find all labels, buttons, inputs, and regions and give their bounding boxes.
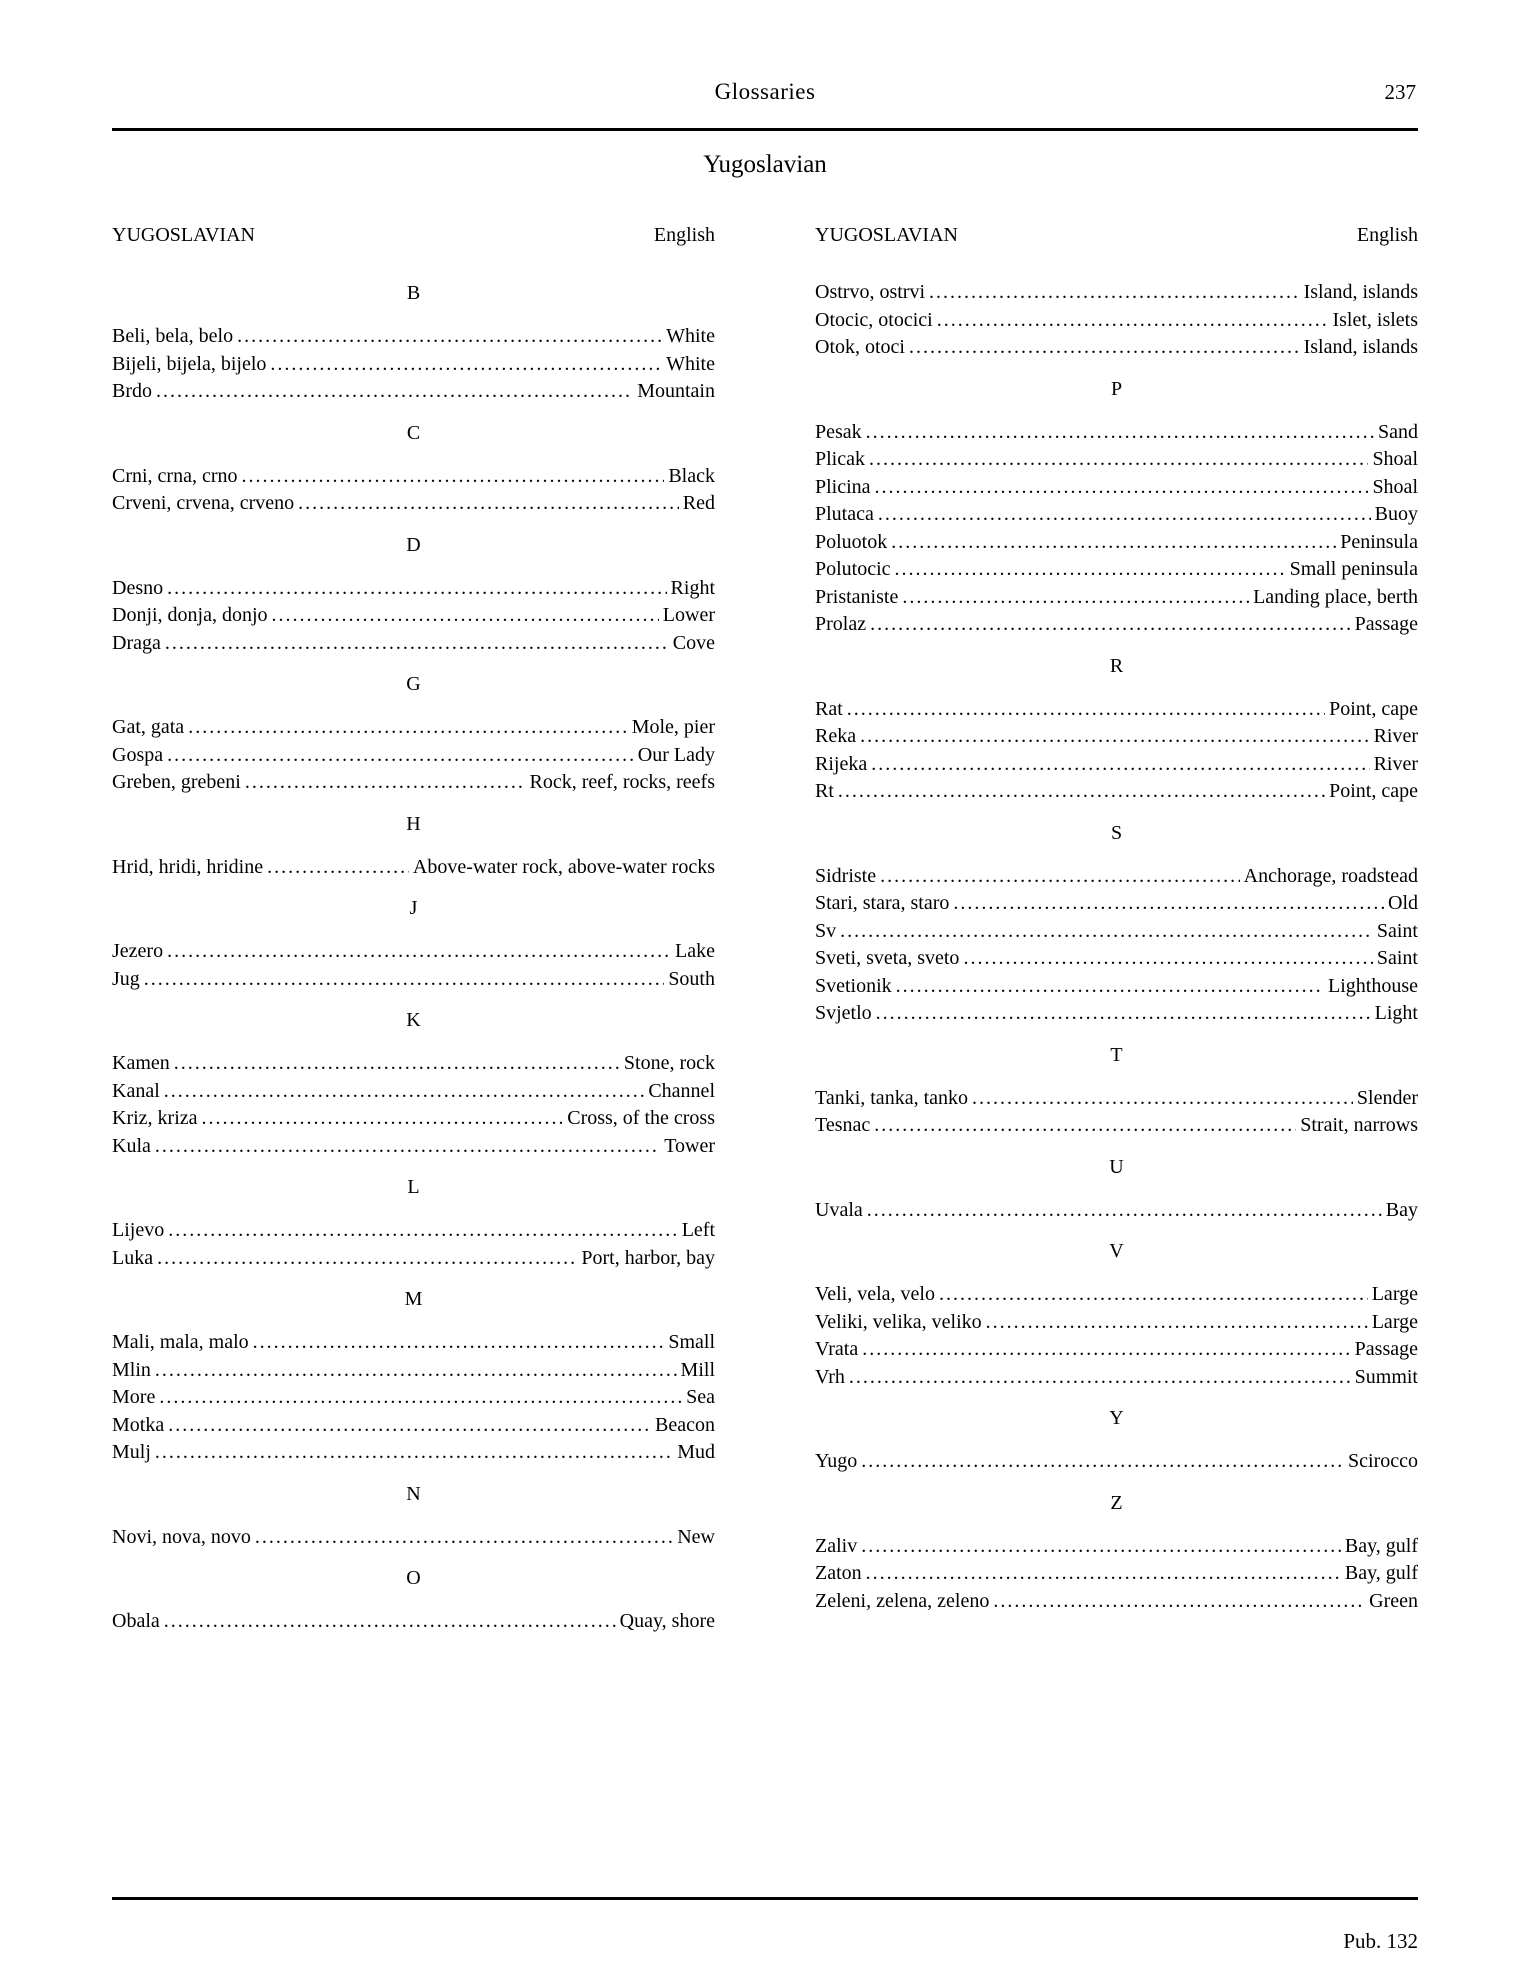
glossary-entry xyxy=(815,474,1418,502)
entry-term: Kula xyxy=(112,1134,151,1157)
dot-leader xyxy=(840,918,1373,946)
entry-term: Desno xyxy=(112,576,164,599)
entry-term: Rt xyxy=(815,780,834,802)
entry-term: Draga xyxy=(112,631,161,654)
glossary-entry xyxy=(815,1000,1418,1028)
entry-term: Motka xyxy=(112,1413,165,1436)
dot-leader xyxy=(270,351,662,379)
glossary-entry xyxy=(112,323,715,351)
entry-translation: Green xyxy=(1369,1589,1418,1612)
glossary-columns xyxy=(112,222,1418,1636)
entry-translation: Stone, rock xyxy=(623,1052,715,1074)
header-rule xyxy=(112,128,1418,131)
entry-term: Sveti, sveta, sveto xyxy=(815,947,960,969)
entry-translation: Tower xyxy=(664,1134,715,1157)
dot-leader xyxy=(866,1560,1341,1588)
entry-translation: Point, cape xyxy=(1329,780,1418,802)
entry-translation: River xyxy=(1373,752,1418,775)
entry-translation: Landing place, berth xyxy=(1253,585,1418,608)
glossary-entry xyxy=(112,966,715,994)
glossary-entry xyxy=(815,863,1418,891)
dot-leader xyxy=(838,778,1325,806)
footer-rule xyxy=(112,1897,1418,1900)
glossary-entry xyxy=(815,446,1418,474)
glossary-entry xyxy=(815,1085,1418,1113)
glossary-entry xyxy=(112,351,715,379)
dot-leader xyxy=(159,1384,682,1412)
running-footer xyxy=(1343,1928,1418,1954)
glossary-entry xyxy=(815,973,1418,1001)
dot-leader xyxy=(165,630,669,658)
entry-translation: Summit xyxy=(1354,1365,1418,1388)
entry-term: Pristaniste xyxy=(815,585,899,608)
glossary-entry xyxy=(112,769,715,797)
entry-translation: Bay, gulf xyxy=(1344,1534,1418,1557)
dot-leader xyxy=(909,334,1300,362)
column-header-yugoslavian: YUGOSLAVIAN xyxy=(112,224,255,246)
entry-translation: South xyxy=(668,967,715,990)
entry-translation: Large xyxy=(1371,1310,1418,1333)
entry-translation: Lake xyxy=(675,940,715,962)
glossary-entry xyxy=(112,1357,715,1385)
dot-leader xyxy=(245,769,526,797)
dot-leader xyxy=(993,1588,1365,1616)
dot-leader xyxy=(156,378,633,406)
dot-leader xyxy=(895,556,1286,584)
glossary-entry xyxy=(815,918,1418,946)
section-letter-g: G xyxy=(406,673,421,695)
section-letter-r: R xyxy=(1109,654,1124,677)
dot-leader xyxy=(849,1364,1351,1392)
glossary-entry xyxy=(112,575,715,603)
entry-translation: Buoy xyxy=(1374,503,1418,525)
entry-translation: Peninsula xyxy=(1340,530,1418,553)
entry-translation: Lighthouse xyxy=(1328,974,1418,997)
glossary-language-title: Yugoslavian xyxy=(703,151,827,178)
entry-term: Sidriste xyxy=(815,864,877,887)
dot-leader xyxy=(929,279,1300,307)
glossary-entry xyxy=(815,279,1418,307)
entry-term: Pesak xyxy=(815,420,862,443)
glossary-entry xyxy=(815,501,1418,529)
glossary-entry xyxy=(815,334,1418,362)
glossary-entry xyxy=(112,463,715,491)
section-letter-z: Z xyxy=(1110,1491,1123,1514)
entry-term: Gat, gata xyxy=(112,716,185,738)
entry-term: Otocic, otocici xyxy=(815,308,933,331)
glossary-entry xyxy=(815,945,1418,973)
glossary-entry xyxy=(815,778,1418,806)
entry-term: Polutocic xyxy=(815,558,891,580)
entry-translation: Our Lady xyxy=(637,743,715,766)
glossary-column-1 xyxy=(112,222,715,1636)
entry-term: Jug xyxy=(112,967,140,990)
glossary-entry xyxy=(815,1364,1418,1392)
entry-translation: Bay, gulf xyxy=(1344,1562,1418,1584)
dot-leader xyxy=(167,938,671,966)
entry-translation: Anchorage, roadstead xyxy=(1243,864,1418,887)
section-letter-u: U xyxy=(1109,1155,1124,1178)
glossary-entry xyxy=(112,742,715,770)
entry-translation: Point, cape xyxy=(1329,697,1418,720)
entry-term: Plicak xyxy=(815,448,865,470)
dot-leader xyxy=(876,1000,1371,1028)
section-letter-p: P xyxy=(1110,377,1123,400)
entry-term: Vrh xyxy=(815,1365,845,1388)
entry-translation: Cove xyxy=(672,631,715,654)
glossary-entry xyxy=(112,602,715,630)
publication-label: Pub. 132 xyxy=(1343,1929,1418,1953)
dot-leader xyxy=(869,446,1368,474)
entry-translation: Mountain xyxy=(637,380,715,402)
glossary-entry xyxy=(815,556,1418,584)
entry-term: Mulj xyxy=(112,1441,151,1463)
dot-leader xyxy=(937,307,1329,335)
glossary-entry xyxy=(112,1217,715,1245)
dot-leader xyxy=(237,323,662,351)
entry-term: Plutaca xyxy=(815,503,874,525)
section-letter-o: O xyxy=(406,1567,421,1589)
column-header-english: English xyxy=(653,224,715,246)
glossary-entry xyxy=(815,696,1418,724)
dot-leader xyxy=(155,1133,660,1161)
entry-term: Tanki, tanka, tanko xyxy=(815,1086,968,1109)
dot-leader xyxy=(896,973,1324,1001)
entry-translation: Bay xyxy=(1385,1198,1418,1221)
entry-term: Stari, stara, staro xyxy=(815,892,950,914)
dot-leader xyxy=(972,1085,1353,1113)
entry-translation: Left xyxy=(681,1219,715,1241)
entry-term: Mali, mala, malo xyxy=(112,1331,249,1353)
column-headers xyxy=(815,222,1418,249)
entry-translation: Scirocco xyxy=(1348,1450,1418,1472)
dot-leader xyxy=(174,1050,620,1078)
glossary-entry xyxy=(815,1309,1418,1337)
entry-term: Brdo xyxy=(112,380,152,402)
glossary-entry xyxy=(112,1608,715,1636)
section-letter-d: D xyxy=(406,533,421,556)
entry-translation: Port, harbor, bay xyxy=(581,1246,715,1269)
glossary-entry xyxy=(815,723,1418,751)
entry-translation: River xyxy=(1373,725,1418,747)
entry-translation: Old xyxy=(1388,892,1418,914)
dot-leader xyxy=(963,945,1372,973)
glossary-entry xyxy=(815,1281,1418,1309)
glossary-entry xyxy=(815,584,1418,612)
dot-leader xyxy=(167,575,666,603)
entry-translation: Right xyxy=(670,576,715,599)
glossary-entry xyxy=(112,490,715,518)
dot-leader xyxy=(298,490,679,518)
entry-term: Hrid, hridi, hridine xyxy=(112,855,264,878)
section-letter-y: Y xyxy=(1109,1407,1124,1429)
entry-translation: Red xyxy=(682,492,715,514)
entry-translation: Islet, islets xyxy=(1332,308,1418,331)
dot-leader xyxy=(891,529,1336,557)
glossary-entry xyxy=(815,1560,1418,1588)
dot-leader xyxy=(871,751,1369,779)
entry-translation: Lower xyxy=(662,604,715,626)
dot-leader xyxy=(157,1245,577,1273)
entry-translation: Beacon xyxy=(655,1413,715,1436)
section-letter-s: S xyxy=(1110,821,1123,844)
entry-term: Beli, bela, belo xyxy=(112,325,234,347)
entry-term: Crni, crna, crno xyxy=(112,464,238,487)
glossary-entry xyxy=(112,938,715,966)
page-number: 237 xyxy=(1384,80,1416,104)
entry-term: Poluotok xyxy=(815,530,888,553)
glossary-column-2 xyxy=(815,222,1418,1636)
entry-translation: Slender xyxy=(1356,1086,1418,1109)
entry-translation: Mole, pier xyxy=(631,716,715,738)
entry-term: Zaliv xyxy=(815,1534,858,1557)
entry-translation: Island, islands xyxy=(1303,336,1418,358)
section-letter-k: K xyxy=(406,1009,421,1031)
entry-translation: Above-water rock, above-water rocks xyxy=(412,855,715,878)
section-letter-n: N xyxy=(406,1482,421,1505)
entry-term: Donji, donja, donjo xyxy=(112,604,268,626)
entry-term: Sv xyxy=(815,919,837,942)
entry-term: Bijeli, bijela, bijelo xyxy=(112,352,267,375)
dot-leader xyxy=(168,1217,677,1245)
entry-term: More xyxy=(112,1386,156,1408)
glossary-entry xyxy=(815,1588,1418,1616)
dot-leader xyxy=(847,696,1325,724)
entry-term: Svjetlo xyxy=(815,1002,872,1024)
entry-term: Plicina xyxy=(815,475,871,498)
entry-translation: Sea xyxy=(686,1386,715,1408)
glossary-entry xyxy=(815,1197,1418,1225)
entry-term: Obala xyxy=(112,1610,160,1632)
glossary-entry xyxy=(112,714,715,742)
dot-leader xyxy=(202,1105,564,1133)
glossary-entry xyxy=(112,630,715,658)
entry-translation: Channel xyxy=(648,1079,715,1102)
entry-translation: Cross, of the cross xyxy=(567,1107,715,1129)
entry-term: Kamen xyxy=(112,1052,170,1074)
dot-leader xyxy=(253,1329,665,1357)
glossary-entry xyxy=(112,854,715,882)
section-letter-t: T xyxy=(1110,1043,1123,1066)
dot-leader xyxy=(860,723,1369,751)
section-letter-v: V xyxy=(1109,1240,1124,1262)
section-letter-c: C xyxy=(406,421,421,444)
dot-leader xyxy=(272,602,659,630)
glossary-entry xyxy=(815,307,1418,335)
glossary-entry xyxy=(112,1329,715,1357)
entry-term: Jezero xyxy=(112,940,164,962)
entry-term: Zaton xyxy=(815,1562,862,1584)
dot-leader xyxy=(953,890,1384,918)
dot-leader xyxy=(144,966,665,994)
glossary-entry xyxy=(815,419,1418,447)
entry-translation: Black xyxy=(668,464,715,487)
dot-leader xyxy=(939,1281,1368,1309)
entry-translation: Saint xyxy=(1376,919,1418,942)
section-letter-l: L xyxy=(407,1176,420,1198)
dot-leader xyxy=(255,1524,673,1552)
entry-translation: Island, islands xyxy=(1303,281,1418,303)
entry-term: Svetionik xyxy=(815,974,892,997)
entry-term: Greben, grebeni xyxy=(112,771,241,793)
glossary-entry xyxy=(112,1524,715,1552)
dot-leader xyxy=(267,854,409,882)
entry-term: Rat xyxy=(815,697,843,720)
entry-term: Crveni, crvena, crveno xyxy=(112,492,295,514)
glossary-entry xyxy=(112,1050,715,1078)
entry-translation: Rock, reef, rocks, reefs xyxy=(529,771,715,793)
column-headers xyxy=(112,222,715,249)
entry-term: Kriz, kriza xyxy=(112,1107,198,1129)
dot-leader xyxy=(866,419,1374,447)
entry-term: Rijeka xyxy=(815,752,868,775)
glossary-entry xyxy=(815,1112,1418,1140)
entry-term: Gospa xyxy=(112,743,164,766)
dot-leader xyxy=(188,714,628,742)
entry-term: Otok, otoci xyxy=(815,336,905,358)
entry-term: Novi, nova, novo xyxy=(112,1525,251,1548)
dot-leader xyxy=(878,501,1371,529)
glossary-entry xyxy=(815,751,1418,779)
entry-translation: Mud xyxy=(677,1441,715,1463)
glossary-entry xyxy=(112,1412,715,1440)
entry-translation: White xyxy=(666,352,715,375)
entry-translation: Large xyxy=(1371,1283,1418,1305)
glossary-entry xyxy=(112,378,715,406)
entry-translation: Sand xyxy=(1378,420,1418,443)
dot-leader xyxy=(875,474,1369,502)
glossary-entry xyxy=(815,611,1418,639)
dot-leader xyxy=(867,1197,1382,1225)
entry-translation: New xyxy=(677,1525,715,1548)
entry-translation: Mill xyxy=(680,1358,715,1381)
dot-leader xyxy=(164,1078,645,1106)
dot-leader xyxy=(874,1112,1296,1140)
entry-translation: Shoal xyxy=(1372,448,1418,470)
entry-translation: Light xyxy=(1374,1002,1418,1024)
entry-term: Uvala xyxy=(815,1198,863,1221)
running-header-title: Glossaries xyxy=(714,79,816,104)
entry-term: Lijevo xyxy=(112,1219,165,1241)
entry-term: Kanal xyxy=(112,1079,160,1102)
glossary-entry xyxy=(112,1078,715,1106)
glossary-entry xyxy=(815,1448,1418,1476)
section-letter-j: J xyxy=(409,897,418,919)
entry-term: Mlin xyxy=(112,1358,151,1381)
glossary-entry xyxy=(815,890,1418,918)
dot-leader xyxy=(167,742,634,770)
dot-leader xyxy=(242,463,665,491)
entry-translation: Small peninsula xyxy=(1289,558,1418,580)
entry-term: Zeleni, zelena, zeleno xyxy=(815,1589,990,1612)
dot-leader xyxy=(870,611,1351,639)
entry-term: Reka xyxy=(815,725,857,747)
dot-leader xyxy=(861,1448,1344,1476)
entry-translation: Shoal xyxy=(1372,475,1418,498)
dot-leader xyxy=(902,584,1249,612)
glossary-entry xyxy=(815,1336,1418,1364)
glossary-entry xyxy=(112,1245,715,1273)
entry-term: Luka xyxy=(112,1246,154,1269)
entry-translation: Passage xyxy=(1354,1338,1418,1360)
entry-term: Ostrvo, ostrvi xyxy=(815,281,925,303)
entry-term: Veli, vela, velo xyxy=(815,1283,935,1305)
entry-translation: Passage xyxy=(1354,613,1418,635)
dot-leader xyxy=(986,1309,1368,1337)
glossary-entry xyxy=(112,1133,715,1161)
glossary-entry xyxy=(112,1384,715,1412)
glossary-entry xyxy=(815,1533,1418,1561)
entry-term: Yugo xyxy=(815,1450,858,1472)
entry-term: Tesnac xyxy=(815,1114,871,1136)
dot-leader xyxy=(164,1608,616,1636)
section-letter-b: B xyxy=(406,282,421,304)
dot-leader xyxy=(880,863,1240,891)
glossary-entry xyxy=(112,1105,715,1133)
section-letter-h: H xyxy=(406,812,421,835)
section-letter-m: M xyxy=(404,1288,423,1310)
dot-leader xyxy=(155,1357,677,1385)
dot-leader xyxy=(861,1533,1341,1561)
entry-term: Vrata xyxy=(815,1338,859,1360)
dot-leader xyxy=(168,1412,651,1440)
glossary-entry xyxy=(815,529,1418,557)
entry-translation: White xyxy=(666,325,715,347)
column-header-english: English xyxy=(1356,224,1418,246)
dot-leader xyxy=(862,1336,1350,1364)
entry-translation: Strait, narrows xyxy=(1300,1114,1418,1136)
glossary-entry xyxy=(112,1439,715,1467)
entry-translation: Quay, shore xyxy=(619,1610,715,1632)
dot-leader xyxy=(155,1439,673,1467)
entry-translation: Small xyxy=(668,1331,715,1353)
column-header-yugoslavian: YUGOSLAVIAN xyxy=(815,224,958,246)
entry-term: Veliki, velika, veliko xyxy=(815,1310,982,1333)
running-header xyxy=(112,78,1418,106)
entry-translation: Saint xyxy=(1376,947,1418,969)
entry-term: Prolaz xyxy=(815,613,867,635)
